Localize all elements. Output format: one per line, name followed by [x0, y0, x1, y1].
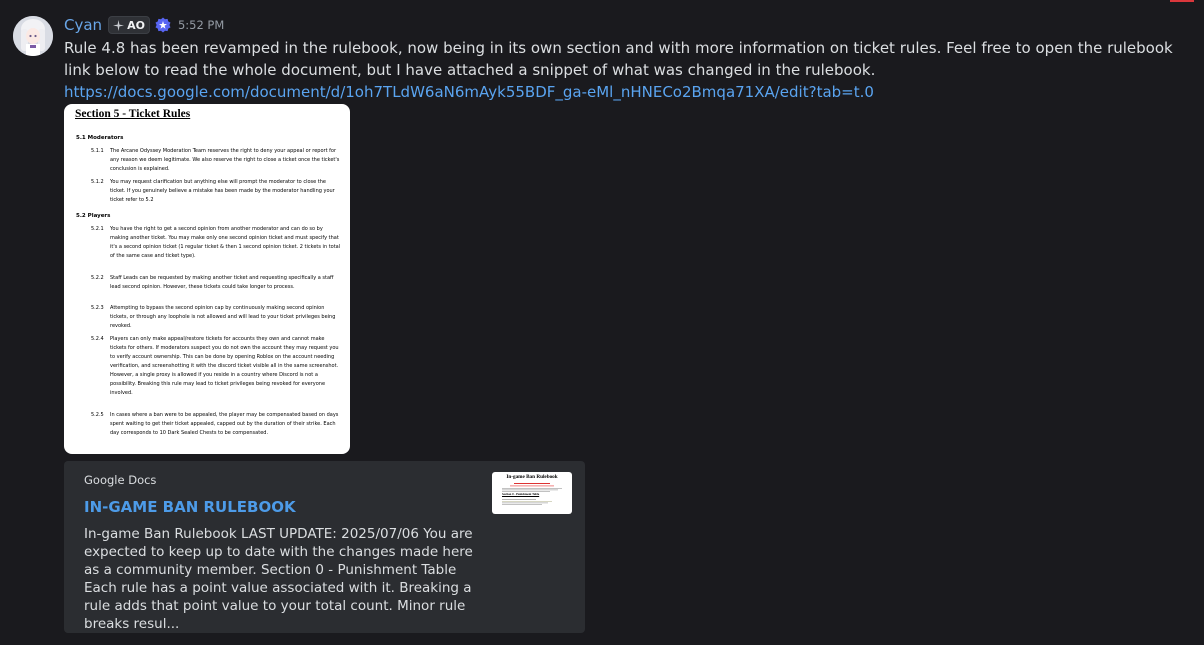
section-heading: 5.1 Moderators [76, 135, 124, 141]
username[interactable]: Cyan [64, 16, 103, 34]
rule-text: Players can only make appeal/restore tickets for accounts they own and cannot make tickets for others. If moderators suspect you do not own the account they may request you to verify account ownership. This can be done by opening Roblox on the account needing verification, and screenshotting it with the discord ticket visible all in the same screenshot. However, a single proxy is allowed if you reside in a country where Discord is not a possibility. Breaking this rule may lead to ticket privileges being revoked for everyone involved. [110, 336, 339, 396]
rule-item [91, 147, 341, 174]
rule-item [91, 274, 341, 292]
rule-number: 5.1.1 [91, 148, 104, 154]
attachment-image[interactable] [64, 104, 350, 454]
verified-badge-icon[interactable] [155, 17, 171, 33]
message-header [64, 14, 1194, 36]
guild-tag-label: AO [127, 18, 145, 32]
rule-item [91, 225, 341, 261]
thumbnail-subtitle: Section 0 - Punishment Table [502, 492, 540, 496]
message [64, 14, 1194, 103]
embed-thumbnail[interactable] [492, 472, 572, 514]
link-embed [64, 461, 585, 633]
embed-provider[interactable]: Google Docs [84, 473, 157, 487]
rule-number: 5.2.2 [91, 275, 104, 281]
avatar[interactable] [13, 16, 53, 56]
rule-text: Staff Leads can be requested by making another ticket and requesting specifically a staff lead second opinion. However, these tickets could take longer to process. [110, 275, 334, 290]
rule-text: Attempting to bypass the second opinion cap by continuously making second opinion tickets, or through any loophole is not allowed and will lead to your ticket privileges being revoked. [110, 305, 336, 329]
message-text: Rule 4.8 has been revamped in the rulebook, now being in its own section and with more information on ticket rules. Feel free to open the rulebook link below to read the whole document, but I have attached a snippet of what was changed in the rulebook. [64, 39, 1178, 79]
notification-bar [1170, 0, 1194, 2]
rule-item [91, 335, 341, 398]
guild-tag[interactable] [108, 16, 150, 34]
rule-number: 5.2.1 [91, 226, 104, 232]
embed-description: In-game Ban Rulebook LAST UPDATE: 2025/07/06 You are expected to keep up to date with the changes made here as a community member. Section 0 - Punishment Table Each rule has a point value associated with it. Breaking a rule adds that point value to your total count. Minor rule breaks resul... [84, 526, 473, 632]
rulebook-link[interactable]: https://docs.google.com/document/d/1oh7TLdW6aN6mAyk55BDF_ga-eMl_nHNECo2Bmqa71XA/edit?tab=t.0 [64, 83, 874, 101]
rule-text: The Arcane Odyssey Moderation Team reserves the right to deny your appeal or report for any reason we deem legitimate. We also reserve the right to close a ticket once the ticket's conclusion is explained. [110, 148, 340, 172]
section-heading: 5.2 Players [76, 213, 111, 219]
rule-item [91, 304, 341, 331]
timestamp: 5:52 PM [177, 18, 225, 32]
thumbnail-title: In-game Ban Rulebook [506, 474, 558, 480]
sparkle-icon [113, 20, 124, 31]
avatar-image [13, 16, 53, 56]
attachment-title: Section 5 - Ticket Rules [75, 108, 191, 120]
rule-item [91, 178, 341, 205]
rule-number: 5.1.2 [91, 179, 104, 185]
rule-number: 5.2.5 [91, 412, 104, 418]
rule-number: 5.2.3 [91, 305, 104, 311]
embed-title[interactable]: IN-GAME BAN RULEBOOK [84, 498, 296, 516]
rule-item [91, 411, 341, 438]
rule-number: 5.2.4 [91, 336, 104, 342]
rule-text: You have the right to get a second opinion from another moderator and can do so by making another ticket. You may make only one second opinion ticket and must specify that it's a second opinion ticket (1 regular ticket & then 1 second opinion ticket. 2 tickets in total of the same case and ticket type). [110, 226, 341, 259]
rule-text: In cases where a ban were to be appealed, the player may be compensated based on days spent waiting to get their ticket appealed, capped out by the duration of their strike. Each day corresponds to 10 Dark Sealed Chests to be compensated. [110, 412, 339, 436]
rule-text: You may request clarification but anything else will prompt the moderator to close the ticket. If you genuinely believe a mistake has been made by the moderator handling your ticket refer to 5.2 [110, 179, 335, 203]
